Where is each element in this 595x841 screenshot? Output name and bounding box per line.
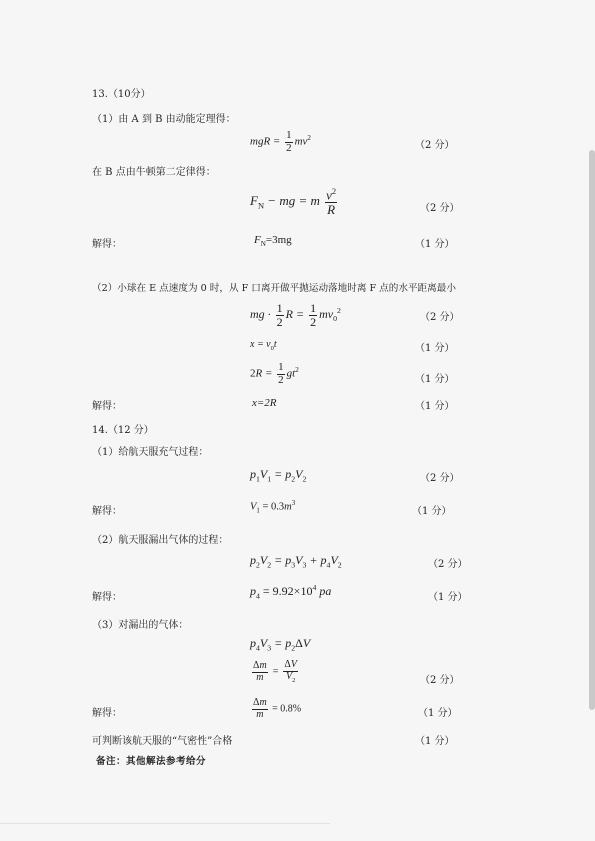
q13-eq-horizontal: $x = v_0t$ — [250, 339, 277, 352]
q14-eq-ratio: $\frac{\Delta m}{m}$ = $\frac{\Delta V}{V_2}$ — [253, 659, 297, 684]
vertical-scrollbar[interactable] — [589, 150, 595, 710]
q14-eq-leak: $p_4V_3 = p_2\Delta V$ — [250, 636, 311, 653]
q13-score-7: （1 分） — [415, 401, 455, 412]
q13-newton-label: 在 B 点由牛顿第二定律得： — [92, 167, 216, 178]
q13-result-1: $F_N=3mg$ — [254, 234, 292, 249]
q13-score-3: （1 分） — [415, 239, 455, 250]
q14-score-2: （1 分） — [412, 506, 452, 517]
q14-part1-label: （1）给航天服充气过程： — [92, 447, 209, 458]
q13-eq-newton: $F_N$ − mg = m $\frac{v^2}{R}$ — [250, 186, 337, 217]
q14-part2-label: （2）航天服漏出气体的过程： — [92, 535, 229, 546]
q14-heading: 14.（12 分） — [92, 425, 154, 436]
q14-score-1: （2 分） — [420, 473, 460, 484]
q14-solve-label-3: 解得： — [92, 708, 122, 719]
q14-result-3: $\frac{\Delta m}{m}$ = 0.8% — [253, 697, 302, 720]
q13-eq-vertical: 2R = $\frac{1}{2}$ $gt^2$ — [250, 361, 299, 386]
q13-score-1: （2 分） — [415, 140, 455, 151]
q14-score-5: （2 分） — [420, 675, 460, 686]
q14-eq-boyle-2: $p_2V_2 = p_3V_3 + p_4V_2$ — [250, 553, 342, 570]
q14-score-4: （1 分） — [428, 592, 468, 603]
q13-score-4: （2 分） — [420, 312, 460, 323]
q13-heading: 13.（10分） — [92, 89, 151, 100]
q13-score-2: （2 分） — [420, 203, 460, 214]
q13-score-6: （1 分） — [415, 374, 455, 385]
remark-note: 备注：其他解法参考给分 — [96, 756, 207, 767]
page-bottom-divider — [0, 823, 330, 824]
q14-score-3: （2 分） — [428, 559, 468, 570]
q14-score-6: （1 分） — [418, 708, 458, 719]
q14-eq-boyle-1: $p_1V_1 = p_2V_2$ — [250, 467, 307, 484]
q13-eq-energy: mgR = $\frac{1}{2}$ $mv^2$ — [250, 129, 311, 154]
q14-conclusion: 可判断该航天服的“气密性”合格 — [92, 736, 233, 747]
q14-solve-label-1: 解得： — [92, 506, 122, 517]
q14-part3-label: （3）对漏出的气体： — [92, 620, 189, 631]
q14-score-7: （1 分） — [415, 736, 455, 747]
q13-solve-label-2: 解得： — [92, 401, 122, 412]
q13-eq-energy-2: mg · $\frac{1}{2}$ R = $\frac{1}{2}$ $mv_0^2$ — [250, 301, 341, 329]
q14-result-2: $p_4 = 9.92\times 10^4$ pa — [250, 583, 332, 601]
q14-solve-label-2: 解得： — [92, 592, 122, 603]
q14-result-1: $V_1 = 0.3m^3$ — [250, 500, 296, 515]
q13-result-2: x=2R — [252, 397, 277, 409]
q13-solve-label: 解得： — [92, 239, 122, 250]
q13-part2-label: （2）小球在 E 点速度为 0 时，从 F 口离开做平抛运动落地时离 F 点的水平距离最小 — [92, 283, 456, 294]
q13-part1-label: （1）由 A 到 B 由动能定理得： — [92, 114, 236, 125]
q13-score-5: （1 分） — [415, 343, 455, 354]
